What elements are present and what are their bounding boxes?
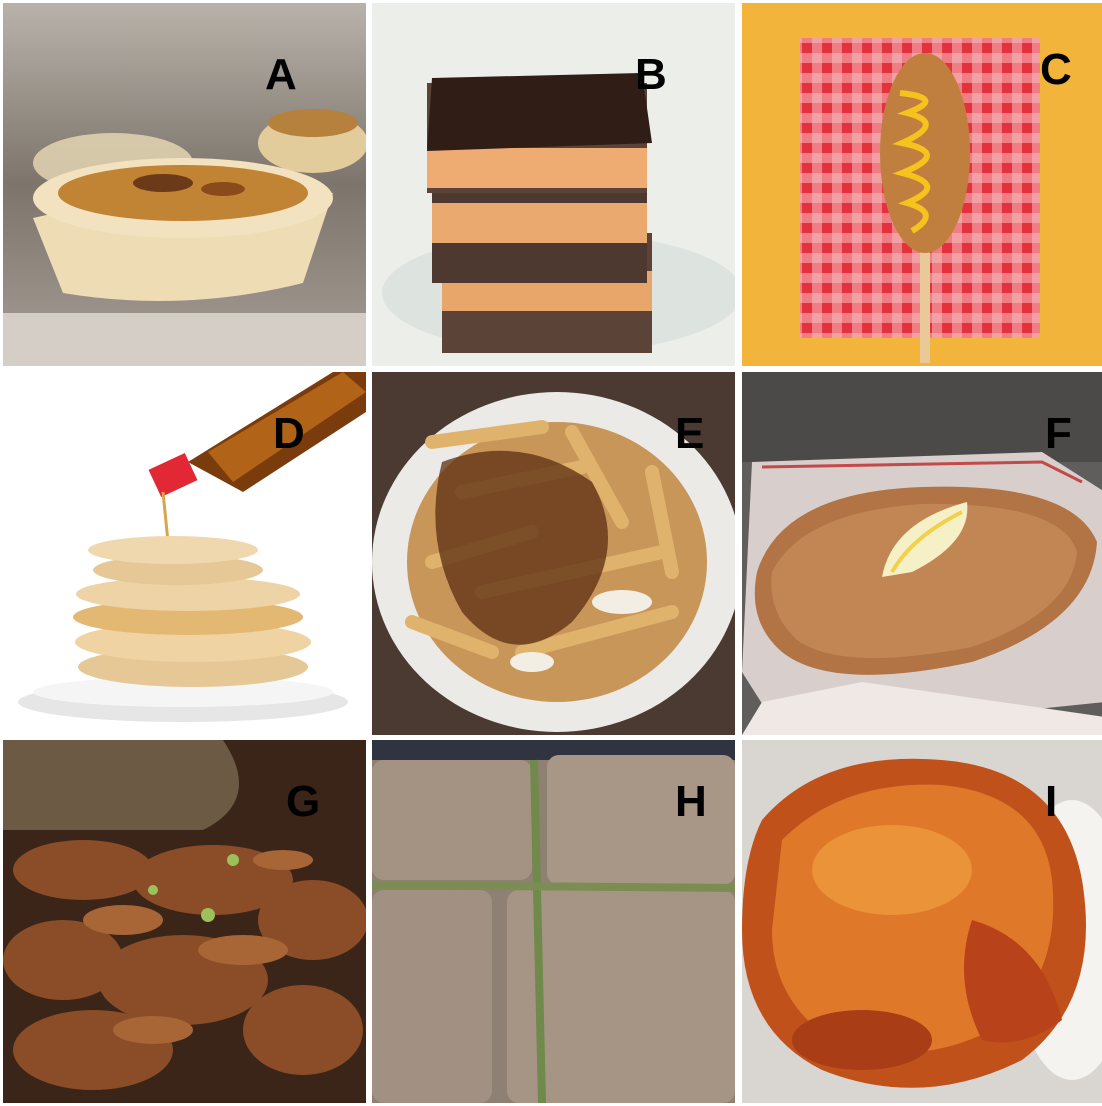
nanaimo-bars-photo <box>372 3 735 366</box>
tile-letter-d: D <box>273 409 305 458</box>
tile-letter-f: F <box>1045 409 1072 458</box>
photo-tile-f <box>742 372 1102 735</box>
butter-tarts-photo <box>3 3 366 366</box>
tile-letter-c: C <box>1040 45 1072 94</box>
photo-tile-g <box>3 740 366 1103</box>
photo-tile-a <box>3 3 366 366</box>
pancakes-maple-syrup-photo <box>3 372 366 735</box>
tile-letter-a: A <box>265 50 297 99</box>
tile-letter-b: B <box>635 50 667 99</box>
tile-letter-h: H <box>675 777 707 826</box>
photo-tile-e <box>372 372 735 735</box>
tile-letter-g: G <box>286 777 321 826</box>
tile-letter-e: E <box>675 409 705 458</box>
photo-tile-d <box>3 372 366 735</box>
photo-tile-h <box>372 740 735 1103</box>
tile-letter-i: I <box>1045 777 1058 826</box>
photo-tile-b <box>372 3 735 366</box>
photo-tile-i <box>742 740 1102 1103</box>
food-photo-grid <box>3 3 1099 1103</box>
photo-tile-c <box>742 3 1102 366</box>
